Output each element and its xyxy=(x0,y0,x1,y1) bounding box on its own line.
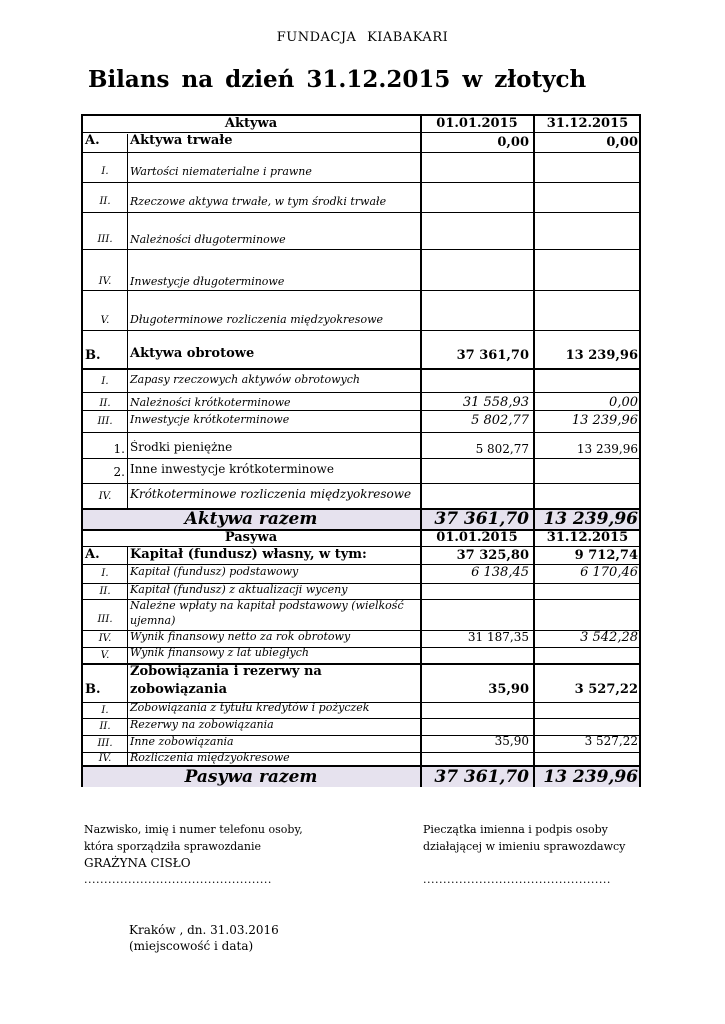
a-item-label: Rzeczowe aktywa trwałe, w tym środki trwałe xyxy=(130,195,387,208)
b-item-idx: 1. xyxy=(113,442,125,456)
lb-item-idx: I. xyxy=(101,705,109,716)
signatory-caption-line1: Pieczątka imienna i podpis osoby xyxy=(423,823,608,836)
b-item-label: Inwestycje krótkoterminowe xyxy=(130,413,290,426)
b-item-idx: III. xyxy=(97,416,113,427)
section-lb-label-line1: Zobowiązania i rezerwy na xyxy=(130,664,322,679)
liab-header-col2: 31.12.2015 xyxy=(546,530,629,545)
section-a-v1: 0,00 xyxy=(497,135,529,150)
section-lb-v2: 3 527,22 xyxy=(574,682,638,697)
a-item-label: Inwestycje długoterminowe xyxy=(130,275,285,288)
b-item-idx: 2. xyxy=(113,465,125,479)
la-item-v1: 31 187,35 xyxy=(467,630,529,644)
signatory-signature-line: ............................................... xyxy=(423,873,611,886)
la-item-idx: IV. xyxy=(98,633,112,644)
lb-item-v1: 35,90 xyxy=(494,734,529,748)
a-item-idx: II. xyxy=(99,196,111,207)
section-a-idx: A. xyxy=(85,133,100,148)
lb-item-label: Inne zobowiązania xyxy=(130,735,234,748)
lb-item-label: Zobowiązania z tytułu kredytów i pożyczek xyxy=(130,701,370,714)
la-item-v2: 6 170,46 xyxy=(580,565,638,580)
la-item-label-line2: ujemna) xyxy=(130,614,176,627)
section-b-idx: B. xyxy=(85,348,101,363)
la-item-idx: V. xyxy=(100,650,110,661)
section-la-idx: A. xyxy=(85,547,100,562)
assets-header-label: Aktywa xyxy=(224,116,278,131)
a-item-label: Długoterminowe rozliczenia międzyokresowe xyxy=(130,313,383,326)
section-la-label: Kapitał (fundusz) własny, w tym: xyxy=(130,547,367,562)
liabilities-total-v2: 13 239,96 xyxy=(543,767,638,787)
document-title: Bilans na dzień 31.12.2015 w złotych xyxy=(88,66,587,93)
la-item-idx: III. xyxy=(97,614,113,625)
place-date-caption: (miejscowość i data) xyxy=(129,939,254,953)
b-item-v1: 5 802,77 xyxy=(471,413,529,428)
assets-total-v1: 37 361,70 xyxy=(434,509,529,529)
liabilities-total-label: Pasywa razem xyxy=(184,767,318,787)
signatory-caption-line2: działającej w imieniu sprawozdawcy xyxy=(423,840,626,853)
place-date: Kraków , dn. 31.03.2016 xyxy=(129,923,279,937)
la-item-v1: 6 138,45 xyxy=(471,565,529,580)
la-item-v2: 3 542,28 xyxy=(580,630,638,645)
lb-item-label: Rozliczenia międzyokresowe xyxy=(130,751,290,764)
liab-header-label: Pasywa xyxy=(224,530,278,545)
b-item-v2: 0,00 xyxy=(609,395,638,410)
b-item-v2: 13 239,96 xyxy=(571,413,638,428)
b-item-label: Krótkoterminowe rozliczenia międzyokresowe xyxy=(130,487,412,501)
section-b-label: Aktywa obrotowe xyxy=(130,346,255,361)
b-item-v1: 31 558,93 xyxy=(462,395,529,410)
b-item-idx: II. xyxy=(99,398,111,409)
b-item-label: Zapasy rzeczowych aktywów obrotowych xyxy=(130,373,360,386)
b-item-idx: IV. xyxy=(98,491,112,502)
a-item-label: Wartości niematerialne i prawne xyxy=(130,165,312,178)
b-item-v1: 5 802,77 xyxy=(475,442,529,456)
section-lb-v1: 35,90 xyxy=(488,682,529,697)
section-b-v1: 37 361,70 xyxy=(456,348,529,363)
section-la-v2: 9 712,74 xyxy=(574,548,638,563)
a-item-idx: V. xyxy=(100,315,110,326)
lb-item-label: Rezerwy na zobowiązania xyxy=(130,718,274,731)
organization-name: FUNDACJA KIABAKARI xyxy=(276,30,449,45)
section-lb-idx: B. xyxy=(85,682,101,697)
la-item-label: Kapitał (fundusz) z aktualizacji wyceny xyxy=(130,583,348,596)
section-a-label: Aktywa trwałe xyxy=(130,133,233,148)
la-item-label: Wynik finansowy z lat ubiegłych xyxy=(130,646,310,659)
section-lb-label-line2: zobowiązania xyxy=(130,682,227,697)
assets-header-col1: 01.01.2015 xyxy=(436,116,518,131)
assets-header-col2: 31.12.2015 xyxy=(546,116,629,131)
lb-item-idx: IV. xyxy=(98,753,112,764)
liabilities-total-v1: 37 361,70 xyxy=(434,767,529,787)
la-item-idx: I. xyxy=(101,568,109,579)
la-item-label: Wynik finansowy netto za rok obrotowy xyxy=(130,630,351,643)
b-item-idx: I. xyxy=(101,376,109,387)
la-item-idx: II. xyxy=(99,586,111,597)
b-item-v2: 13 239,96 xyxy=(576,442,638,456)
b-item-label: Inne inwestycje krótkoterminowe xyxy=(130,462,334,476)
b-item-label: Środki pieniężne xyxy=(130,440,233,454)
liab-header-col1: 01.01.2015 xyxy=(436,530,518,545)
assets-total-label: Aktywa razem xyxy=(184,509,318,529)
balance-sheet-table xyxy=(81,114,641,787)
assets-total-v2: 13 239,96 xyxy=(543,509,638,529)
a-item-idx: I. xyxy=(101,166,109,177)
a-item-label: Należności długoterminowe xyxy=(130,233,286,246)
preparer-caption-line2: która sporządziła sprawozdanie xyxy=(84,840,261,853)
a-item-idx: III. xyxy=(97,234,113,245)
lb-item-idx: II. xyxy=(99,721,111,732)
section-a-v2: 0,00 xyxy=(606,135,638,150)
preparer-signature-line: ............................................... xyxy=(84,873,272,886)
section-la-v1: 37 325,80 xyxy=(456,548,529,563)
lb-item-idx: III. xyxy=(97,738,113,749)
a-item-idx: IV. xyxy=(98,276,112,287)
lb-item-v2: 3 527,22 xyxy=(584,734,638,748)
la-item-label-line1: Należne wpłaty na kapitał podstawowy (wielkość xyxy=(130,599,404,612)
section-b-v2: 13 239,96 xyxy=(565,348,638,363)
preparer-caption-line1: Nazwisko, imię i numer telefonu osoby, xyxy=(84,823,303,836)
preparer-name: GRAŻYNA CISŁO xyxy=(84,856,191,870)
b-item-label: Należności krótkoterminowe xyxy=(130,396,291,409)
la-item-label: Kapitał (fundusz) podstawowy xyxy=(130,565,299,578)
